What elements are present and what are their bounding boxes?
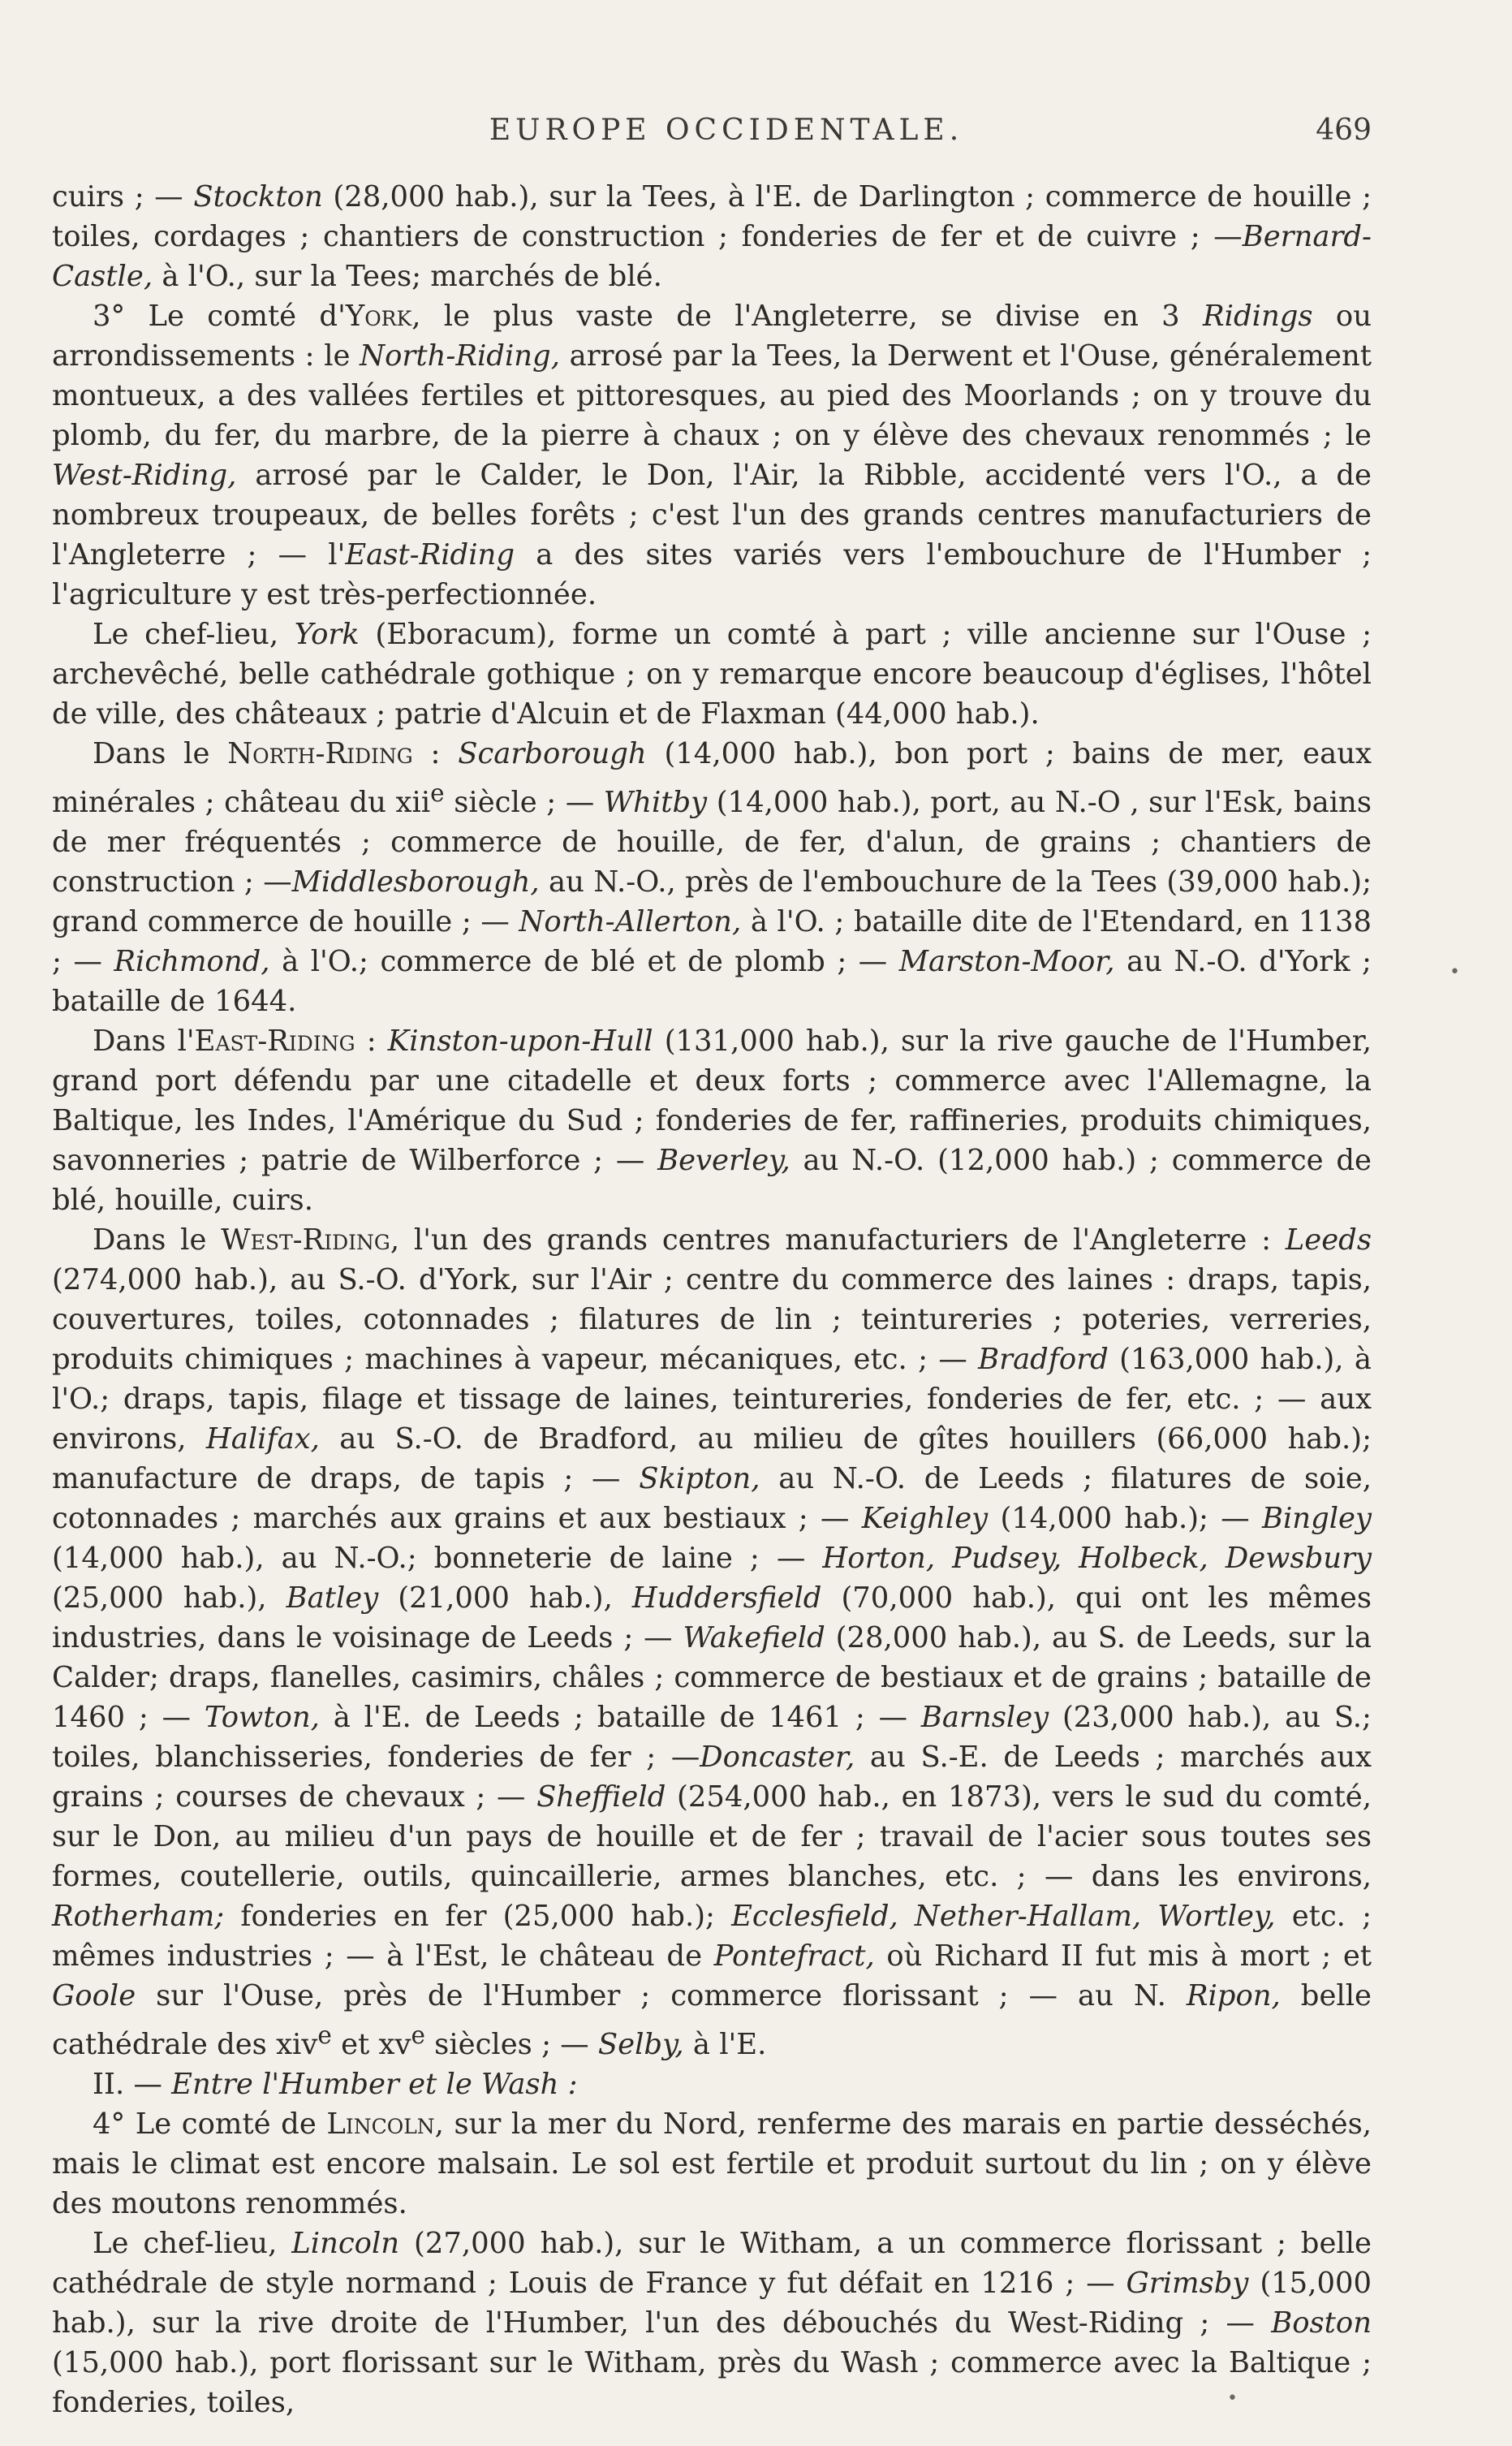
place-name: Goole bbox=[52, 1978, 136, 2012]
text-run: siècles ; — bbox=[424, 2027, 598, 2061]
paragraph bbox=[52, 1220, 1372, 2064]
place-name: Middlesborough, bbox=[291, 865, 540, 899]
place-name: Batley bbox=[286, 1581, 379, 1615]
text-run: Le chef-lieu, bbox=[93, 2226, 292, 2260]
text-run: Le chef-lieu, bbox=[93, 618, 295, 651]
text-run: au N.-O. d'York ; bataille de 1644. bbox=[52, 944, 1372, 1018]
place-name: Selby, bbox=[597, 2027, 684, 2061]
place-name: Stockton bbox=[193, 180, 323, 214]
text-run: etc. ; mêmes industries ; — à l'Est, le château de bbox=[52, 1899, 1372, 1973]
paragraph bbox=[52, 734, 1372, 1021]
text-run: au N.-O. de Leeds ; filatures de soie, cotonnades ; marchés aux grains et aux bestiaux ; — bbox=[52, 1461, 1372, 1535]
text-run: où Richard II fut mis à mort ; et bbox=[874, 1939, 1372, 1973]
place-name: Lincoln bbox=[291, 2226, 400, 2260]
paragraph bbox=[52, 2104, 1372, 2224]
text-run: (254,000 hab., en 1873), vers le sud du comté, sur le Don, au milieu d'un pays de houille et de fer ; travail de l'acier sous toutes ses formes, coutellerie, outils, quincaillerie, armes blanches, etc. ; — dans les environs, bbox=[52, 1779, 1372, 1893]
place-name: Sheffield bbox=[536, 1779, 666, 1814]
text-run: (163,000 hab.), à l'O.; draps, tapis, filage et tissage de laines, teintureries, fonderies de fer, etc. ; — aux environs, bbox=[52, 1342, 1372, 1456]
text-run: (14,000 hab.), port, au N.-O , sur l'Esk, bains de mer fréquentés ; commerce de houille, de fer, d'alun, de grains ; chantiers de construction ; — bbox=[52, 785, 1372, 899]
paragraph bbox=[52, 2064, 1372, 2104]
place-name: Huddersfield bbox=[631, 1581, 822, 1615]
running-title: EUROPE OCCIDENTALE. bbox=[489, 114, 964, 147]
paragraph bbox=[52, 1021, 1372, 1220]
place-name: Ecclesfield, Nether-Hallam, Wortley, bbox=[731, 1899, 1276, 1933]
place-name: Entre l'Humber et le Wash : bbox=[171, 2067, 578, 2101]
paragraph bbox=[52, 615, 1372, 734]
text-run: (27,000 hab.), sur le Witham, a un commerce florissant ; belle cathédrale de style normand ; Louis de France y fut défait en 1216 ; — bbox=[52, 2226, 1372, 2300]
text-run: (25,000 hab.), bbox=[52, 1581, 286, 1615]
text-run: sur l'Ouse, près de l'Humber ; commerce florissant ; — au N. bbox=[136, 1978, 1187, 2012]
region-name: West-Riding bbox=[221, 1223, 390, 1257]
text-run: (14,000 hab.), au N.-O.; bonneterie de laine ; — bbox=[52, 1541, 823, 1575]
place-name: Leeds bbox=[1285, 1223, 1372, 1257]
text-run: à l'E. de Leeds ; bataille de 1461 ; — bbox=[319, 1700, 921, 1734]
place-name: Bradford bbox=[978, 1342, 1109, 1376]
place-name: Bernard-Castle, bbox=[52, 220, 1372, 293]
place-name: York bbox=[294, 618, 360, 651]
place-name: Wakefield bbox=[683, 1620, 825, 1654]
text-run: (15,000 hab.), sur la rive droite de l'Humber, l'un des débouchés du West-Riding ; — bbox=[52, 2266, 1372, 2340]
place-name: Marston-Moor, bbox=[898, 944, 1115, 978]
text-run: (70,000 hab.), qui ont les mêmes industries, dans le voisinage de Leeds ; — bbox=[52, 1581, 1372, 1654]
superscript: e bbox=[430, 779, 445, 807]
place-name: West-Riding, bbox=[52, 459, 237, 492]
page-number: 469 bbox=[1316, 114, 1372, 147]
superscript: e bbox=[317, 2021, 332, 2049]
place-name: Horton, Pudsey, Holbeck, Dewsbury bbox=[822, 1541, 1372, 1575]
text-run: arrosé par le Calder, le Don, l'Air, la Ribble, accidenté vers l'O., a de nombreux troupeaux, de belles forêts ; c'est l'un des grands centres manufacturiers de l'Angleterre ; — l' bbox=[52, 459, 1372, 572]
place-name: Pontefract, bbox=[713, 1939, 875, 1973]
text-run: (28,000 hab.), sur la Tees, à l'E. de Darlington ; commerce de houille ; toiles, cordages ; chantiers de construction ; fonderies de fer et de cuivre ; — bbox=[52, 180, 1372, 253]
text-run: , le plus vaste de l'Angleterre, se divise en 3 bbox=[411, 300, 1204, 333]
text-run: 4° Le comté de bbox=[93, 2107, 327, 2141]
region-name: North-Riding bbox=[227, 737, 413, 770]
text-run: II. — bbox=[93, 2067, 172, 2101]
text-run: à l'O. ; bataille dite de l'Etendard, en 1138 ; — bbox=[52, 904, 1372, 978]
text-run: au S.-E. de Leeds ; marchés aux grains ; courses de chevaux ; — bbox=[52, 1740, 1372, 1814]
text-run: arrosé par la Tees, la Derwent et l'Ouse, généralement montueux, a des vallées fertiles et pittoresques, au pied des Moorlands ; on y trouve du plomb, du fer, du marbre, de la pierre à chaux ; on y élève des chevaux renommés ; le bbox=[52, 339, 1372, 452]
text-run: (21,000 hab.), bbox=[378, 1581, 632, 1615]
margin-mark-icon: • bbox=[1227, 2388, 1238, 2409]
text-run: (23,000 hab.), au S.; toiles, blanchisseries, fonderies de fer ; — bbox=[52, 1700, 1372, 1774]
place-name: Scarborough bbox=[458, 737, 647, 770]
place-name: Grimsby bbox=[1126, 2266, 1249, 2300]
place-name: Boston bbox=[1271, 2306, 1372, 2340]
text-run: à l'O.; commerce de blé et de plomb ; — bbox=[269, 944, 899, 978]
text-run: ou arrondissements : le bbox=[52, 300, 1372, 373]
text-run: cuirs ; — bbox=[52, 180, 194, 214]
text-run: siècle ; — bbox=[444, 785, 604, 819]
place-name: Ripon, bbox=[1186, 1978, 1281, 2012]
place-name: Skipton, bbox=[639, 1461, 760, 1495]
text-run: au S.-O. de Bradford, au milieu de gîtes houillers (66,000 hab.); manufacture de draps, de tapis ; — bbox=[52, 1421, 1372, 1495]
text-run: au N.-O. (12,000 hab.) ; commerce de blé, houille, cuirs. bbox=[52, 1143, 1372, 1217]
text-run: : bbox=[355, 1024, 388, 1058]
text-run: à l'E. bbox=[683, 2027, 767, 2061]
text-run: a des sites variés vers l'embouchure de l'Humber ; l'agriculture y est très-perfectionnée. bbox=[52, 538, 1372, 611]
text-run: , sur la mer du Nord, renferme des marais en partie desséchés, mais le climat est encore malsain. Le sol est fertile et produit surtout du lin ; on y élève des moutons renommés. bbox=[52, 2107, 1372, 2220]
text-run: : bbox=[412, 737, 459, 770]
paragraph bbox=[52, 2224, 1372, 2422]
margin-mark-icon: • bbox=[1450, 962, 1460, 982]
text-run: Dans le bbox=[93, 737, 228, 770]
text-run: (15,000 hab.), port florissant sur le Witham, près du Wash ; commerce avec la Baltique ; fonderies, toiles, bbox=[52, 2345, 1372, 2419]
region-name: East-Riding bbox=[194, 1024, 355, 1058]
text-run: (14,000 hab.); — bbox=[988, 1501, 1262, 1535]
text-run: à l'O., sur la Tees; marchés de blé. bbox=[153, 260, 662, 293]
text-run: (14,000 hab.), bon port ; bains de mer, eaux minérales ; château du xii bbox=[52, 737, 1372, 819]
text-run: , l'un des grands centres manufacturiers de l'Angleterre : bbox=[390, 1223, 1286, 1257]
place-name: North-Allerton, bbox=[519, 904, 742, 938]
place-name: Whitby bbox=[603, 785, 708, 819]
text-run: (Eboracum), forme un comté à part ; ville ancienne sur l'Ouse ; archevêché, belle cathédrale gothique ; on y remarque encore beaucoup d'églises, l'hôtel de ville, des châteaux ; patrie d'Alcuin et de Flaxman (44,000 hab.). bbox=[52, 618, 1372, 731]
paragraph bbox=[52, 177, 1372, 296]
text-run: et xv bbox=[331, 2027, 411, 2061]
place-name: Keighley bbox=[861, 1501, 989, 1535]
region-name: York bbox=[345, 300, 412, 333]
place-name: Bingley bbox=[1261, 1501, 1372, 1535]
place-name: Kinston-upon-Hull bbox=[387, 1024, 653, 1058]
text-run: 3° Le comté d' bbox=[93, 300, 346, 333]
text-run: (274,000 hab.), au S.-O. d'York, sur l'Air ; centre du commerce des laines : draps, tapis, couvertures, toiles, cotonnades ; filatures de lin ; teintureries ; poteries, verreries, produits chimiques ; machines à vapeur, mécaniques, etc. ; — bbox=[52, 1262, 1372, 1376]
text-run: belle cathédrale des xiv bbox=[52, 1978, 1372, 2061]
place-name: Barnsley bbox=[920, 1700, 1049, 1734]
text-run: Dans l' bbox=[93, 1024, 195, 1058]
place-name: Ridings bbox=[1203, 300, 1313, 333]
place-name: North-Riding, bbox=[360, 339, 560, 373]
text-run: Dans le bbox=[93, 1223, 222, 1257]
place-name: Richmond, bbox=[114, 944, 270, 978]
place-name: East-Riding bbox=[345, 538, 515, 572]
paragraph bbox=[52, 296, 1372, 615]
superscript: e bbox=[411, 2021, 425, 2049]
text-run: au N.-O., près de l'embouchure de la Tees (39,000 hab.); grand commerce de houille ; — bbox=[52, 865, 1372, 938]
text-run: (28,000 hab.), au S. de Leeds, sur la Calder; draps, flanelles, casimirs, châles ; commerce de bestiaux et de grains ; bataille de 1460 ; — bbox=[52, 1620, 1372, 1734]
place-name: Towton, bbox=[204, 1700, 320, 1734]
running-header bbox=[81, 114, 1372, 162]
text-run: (131,000 hab.), sur la rive gauche de l'Humber, grand port défendu par une citadelle et deux forts ; commerce avec l'Allemagne, la Baltique, les Indes, l'Amérique du Sud ; fonderies de fer, raffineries, produits chimiques, savonneries ; patrie de Wilberforce ; — bbox=[52, 1024, 1372, 1177]
place-name: Halifax, bbox=[205, 1421, 320, 1456]
place-name: Doncaster, bbox=[700, 1740, 855, 1774]
text-run: fonderies en fer (25,000 hab.); bbox=[224, 1899, 732, 1933]
place-name: Rotherham; bbox=[52, 1899, 225, 1933]
body-text bbox=[52, 177, 1372, 2422]
place-name: Beverley, bbox=[657, 1143, 790, 1177]
region-name: Lincoln bbox=[326, 2107, 435, 2141]
